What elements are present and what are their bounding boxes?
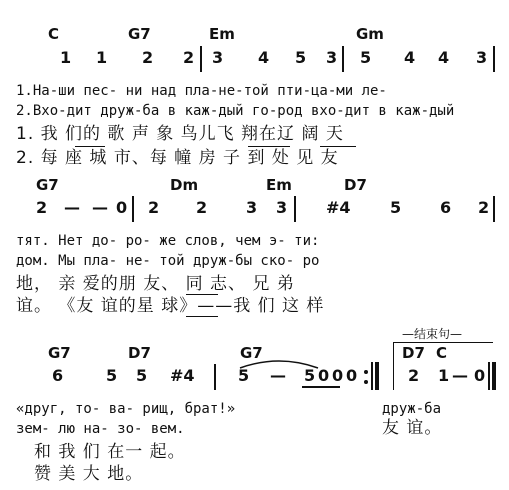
barline — [132, 196, 134, 222]
note: 2 — [142, 48, 154, 67]
chord: C — [48, 25, 60, 43]
note: 3 — [276, 198, 288, 217]
lyric-ru-verse2: 2.Вхо-дит друж-ба в каж-дый го-род вхо-дит в каж-дый — [16, 103, 455, 119]
note: 2 — [196, 198, 208, 217]
barline — [294, 196, 296, 222]
note: 5 — [360, 48, 372, 67]
note: 1 — [60, 48, 72, 67]
note: #4 — [170, 366, 195, 385]
note: 2 — [148, 198, 160, 217]
note: 0 — [318, 366, 330, 385]
repeat-dot — [364, 370, 368, 374]
note: 2 — [183, 48, 195, 67]
lyric-ru-verse1: «друг, то- ва- рищ, брат!» — [16, 401, 236, 417]
beam-underline — [302, 386, 340, 388]
repeat-thick-bar — [375, 362, 379, 390]
note: 6 — [52, 366, 64, 385]
note: 3 — [212, 48, 224, 67]
slur-underline — [320, 146, 356, 147]
slur-underline — [186, 316, 218, 317]
lyric-ru-verse2: дом. Мы пла- не- той друж-бы ско- ро — [16, 253, 320, 269]
barline — [214, 364, 216, 390]
note: 0 — [332, 366, 344, 385]
chord: D7 — [344, 176, 367, 194]
ending-bracket — [393, 342, 394, 390]
lyric-zh-verse2: 2. 每 座 城 市、每 幢 房 子 到 处 见 友 — [16, 148, 339, 168]
note: 3 — [326, 48, 338, 67]
note: 4 — [438, 48, 450, 67]
note: 5 — [390, 198, 402, 217]
lyric-zh-verse1: 1. 我 们的 歌 声 象 鸟儿飞 翔在辽 阔 天 — [16, 124, 344, 144]
chord: D7 — [128, 344, 151, 362]
note: 1 — [438, 366, 450, 385]
note: 0 — [474, 366, 486, 385]
chord: G7 — [48, 344, 71, 362]
note: 2 — [408, 366, 420, 385]
note: 6 — [440, 198, 452, 217]
lyric-zh-verse1: 和 我 们 在一 起。 — [34, 442, 186, 462]
dash: — — [64, 198, 80, 217]
chord: Em — [209, 25, 235, 43]
note: 5 — [295, 48, 307, 67]
lyric-ru-verse1: тят. Нет до- ро- же слов, чем э- ти: — [16, 233, 320, 249]
note: 2 — [478, 198, 490, 217]
slur-underline — [75, 146, 105, 147]
chord: G7 — [128, 25, 151, 43]
dash: — — [452, 366, 468, 385]
slur-underline — [186, 294, 218, 295]
note: 3 — [246, 198, 258, 217]
ending-label: —结束句— — [402, 327, 463, 341]
lyric-ru-verse2: зем- лю на- зо- вем. — [16, 421, 185, 437]
slur-underline — [248, 146, 290, 147]
dash: — — [270, 366, 286, 385]
chord: C — [436, 344, 448, 362]
final-thin-bar — [488, 362, 490, 390]
lyric-zh-ending: 友 谊。 — [382, 418, 443, 438]
final-thick-bar — [492, 362, 496, 390]
note: 5 — [106, 366, 118, 385]
dash: — — [92, 198, 108, 217]
note: 5 — [238, 366, 250, 385]
note: 5 — [136, 366, 148, 385]
lyric-zh-verse2: 谊。 《友 谊的星 球》——我 们 这 样 — [16, 296, 325, 316]
lyric-zh-verse1: 地， 亲 爱的朋 友、 同 志、 兄 弟 — [16, 274, 295, 294]
barline — [493, 46, 495, 72]
note: #4 — [326, 198, 351, 217]
ending-bracket-top — [393, 342, 493, 343]
note: 2 — [36, 198, 48, 217]
note: 0 — [346, 366, 358, 385]
repeat-thin-bar — [371, 362, 373, 390]
note: 3 — [476, 48, 488, 67]
note: 1 — [96, 48, 108, 67]
chord: Dm — [170, 176, 199, 194]
note: 0 — [116, 198, 128, 217]
note: 4 — [404, 48, 416, 67]
barline — [342, 46, 344, 72]
chord: D7 — [402, 344, 425, 362]
chord: G7 — [240, 344, 263, 362]
barline — [200, 46, 202, 72]
note: 4 — [258, 48, 270, 67]
chord: G7 — [36, 176, 59, 194]
lyric-ru-verse1: 1.На-ши пес- ни над пла-не-той пти-ца-ми ле- — [16, 83, 387, 99]
chord: Gm — [356, 25, 384, 43]
repeat-dot — [364, 380, 368, 384]
note: 5 — [304, 366, 316, 385]
barline — [493, 196, 495, 222]
lyric-ru-verse1-ending: друж-ба — [382, 401, 442, 417]
chord: Em — [266, 176, 292, 194]
lyric-zh-verse2: 赞 美 大 地。 — [34, 464, 144, 484]
